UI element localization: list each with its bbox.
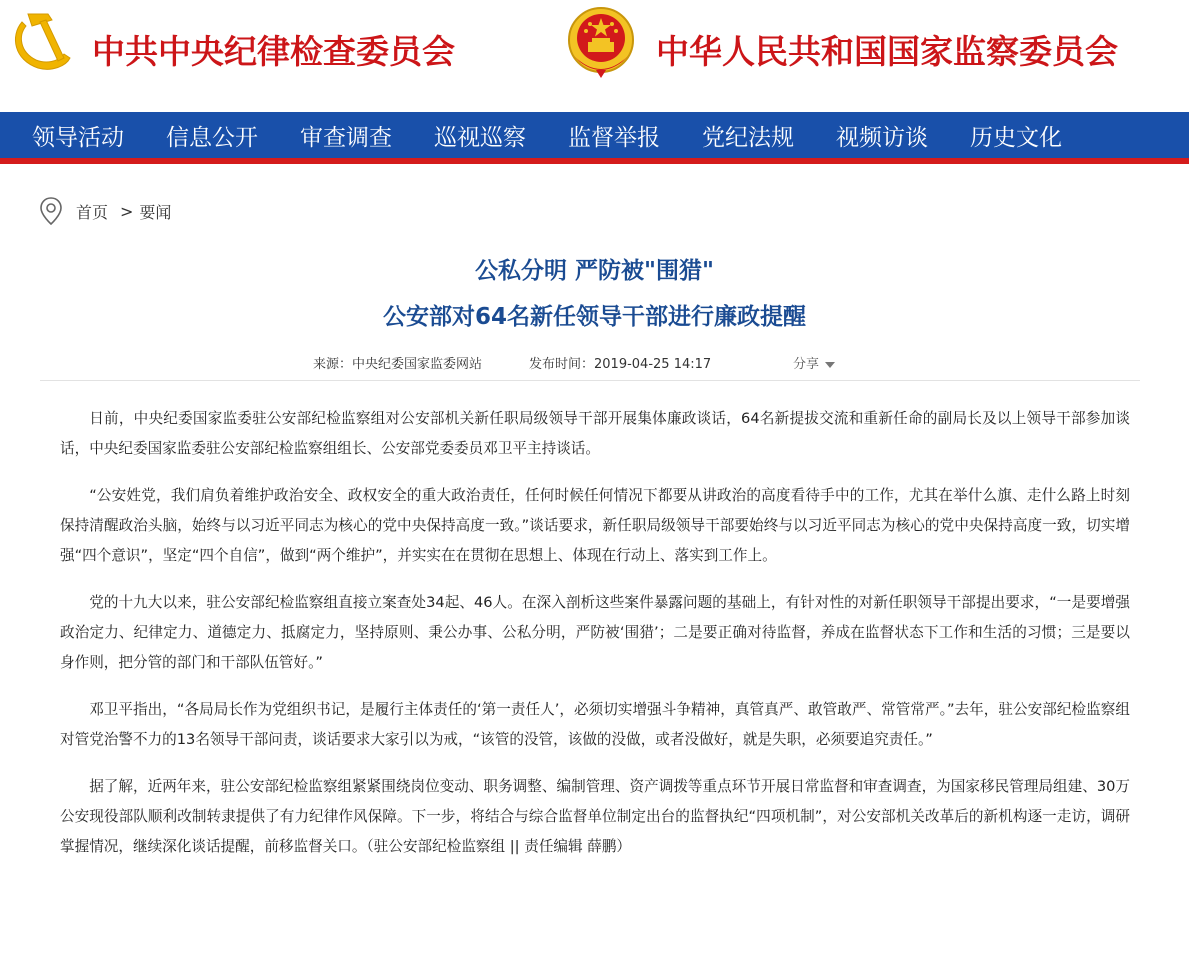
nav-item-investigation[interactable]: 审查调查 xyxy=(300,124,392,151)
nav-item-inspection[interactable]: 巡视巡察 xyxy=(434,124,526,151)
site-header xyxy=(0,0,1189,112)
main-nav xyxy=(0,112,1189,158)
share-label: 分享 xyxy=(793,357,820,372)
breadcrumb xyxy=(38,196,171,226)
article-paragraph: 党的十九大以来，驻公安部纪检监察组直接立案查处34起、46人。在深入剖析这些案件暴露问题的基础上，有针对性的对新任职领导干部提出要求，“一是要增强政治定力、纪律定力、道德定力、抵腐定力，坚持原则、秉公办事、公私分明，严防被‘围猎’；二是要正确对待监督，养成在监督状态下工作和生活的习惯；三是要以身作则，把分管的部门和干部队伍管好。” xyxy=(60,594,1130,671)
nav-item-history-culture[interactable]: 历史文化 xyxy=(970,124,1062,151)
nav-item-regulations[interactable]: 党纪法规 xyxy=(702,124,794,151)
article-body xyxy=(60,404,1130,879)
nav-item-supervision-report[interactable]: 监督举报 xyxy=(568,124,660,151)
article-source xyxy=(313,353,482,372)
article-paragraph: 邓卫平指出，“各局局长作为党组织书记，是履行主体责任的‘第一责任人’，必须切实增强斗争精神，真管真严、敢管敢严、常管常严。”去年，驻公安部纪检监察组对管党治警不力的13名领导干部问责，谈话要求大家引以为戒，“该管的没管，该做的没做，或者没做好，就是失职，必须要追究责任。” xyxy=(60,701,1130,748)
article-publish-time xyxy=(529,353,711,372)
time-label: 发布时间： xyxy=(529,357,595,372)
cdi-site-title[interactable]: 中共中央纪律检查委员会 xyxy=(92,32,455,71)
breadcrumb-home-link[interactable]: 首页 xyxy=(76,202,109,222)
time-value: 2019-04-25 14:17 xyxy=(594,357,712,372)
article-paragraph: 日前，中央纪委国家监委驻公安部纪检监察组对公安部机关新任职局级领导干部开展集体廉政谈话，64名新提拔交流和重新任命的副局长及以上领导干部参加谈话，中央纪委国家监委驻公安部纪检监察组组长、公安部党委委员邓卫平主持谈话。 xyxy=(60,410,1130,457)
meta-divider xyxy=(40,380,1140,381)
national-emblem-icon[interactable] xyxy=(566,4,636,80)
source-value: 中央纪委国家监委网站 xyxy=(352,357,483,372)
article-title-line1: 公私分明 严防被"围猎" xyxy=(475,258,714,284)
breadcrumb-separator: > xyxy=(120,201,134,221)
article-paragraph: “公安姓党，我们肩负着维护政治安全、政权安全的重大政治责任，任何时候任何情况下都要从讲政治的高度看待手中的工作，尤其在举什么旗、走什么路上时刻保持清醒政治头脑，始终与以习近平同志为核心的党中央保持高度一致。”谈话要求，新任职局级领导干部要始终与以习近平同志为核心的党中央保持高度一致，切实增强“四个意识”，坚定“四个自信”，做到“两个维护”，并实实在在贯彻在思想上、体现在行动上、落实到工作上。 xyxy=(60,487,1130,564)
source-label: 来源： xyxy=(313,357,353,372)
article-title-line2: 公安部对64名新任领导干部进行廉政提醒 xyxy=(382,304,806,330)
nav-item-leadership[interactable]: 领导活动 xyxy=(32,124,124,151)
location-pin-icon xyxy=(38,196,64,226)
nav-item-video-interview[interactable]: 视频访谈 xyxy=(836,124,928,151)
breadcrumb-current-link[interactable]: 要闻 xyxy=(139,202,172,222)
nav-item-info-disclosure[interactable]: 信息公开 xyxy=(166,124,258,151)
share-button[interactable] xyxy=(793,353,835,372)
article-paragraph: 据了解，近两年来，驻公安部纪检监察组紧紧围绕岗位变动、职务调整、编制管理、资产调拨等重点环节开展日常监督和审查调查，为国家移民管理局组建、30万公安现役部队顺利改制转隶提供了有力纪律作风保障。下一步，将结合与综合监督单位制定出台的监督执纪“四项机制”，对公安部机关改革后的新机构逐一走访，调研掌握情况，继续深化谈话提醒，前移监督关口。（驻公安部纪检监察组 || 责任编辑 薛鹏） xyxy=(60,778,1130,855)
chevron-down-icon xyxy=(825,362,835,368)
nsc-site-title[interactable]: 中华人民共和国国家监察委员会 xyxy=(656,32,1118,71)
hammer-sickle-icon[interactable] xyxy=(8,8,74,74)
nav-accent-line xyxy=(0,158,1189,164)
